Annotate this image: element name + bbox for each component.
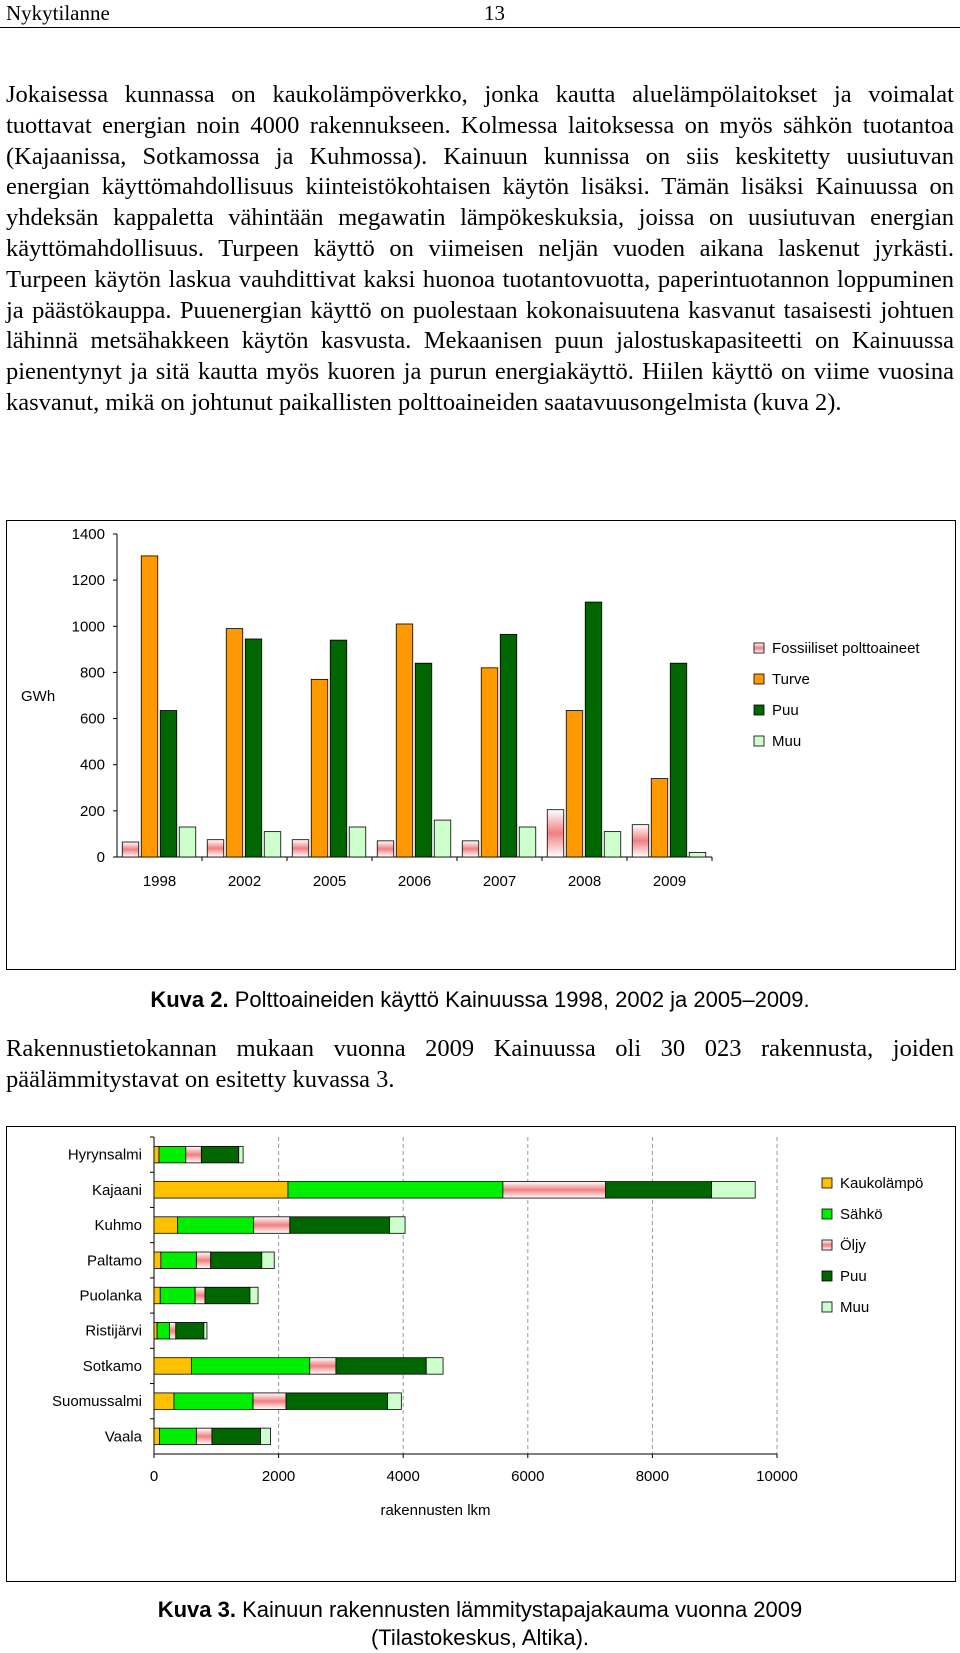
legend-swatch-oljy	[822, 1240, 832, 1250]
bar-sahko-puolanka	[160, 1287, 195, 1304]
y-tick-label: Suomussalmi	[51, 1393, 142, 1411]
bar-fossiiliset-polttoaineet-2005	[292, 840, 309, 857]
bar-puu-2009	[670, 663, 687, 857]
legend-swatch-muu	[822, 1302, 832, 1312]
figure-caption-2	[0, 986, 960, 1014]
bar-oljy-vaala	[196, 1428, 212, 1445]
bar-muu-ristijarvi	[204, 1322, 207, 1339]
caption-text: Polttoaineiden käyttö Kainuussa 1998, 2002 ja 2005–2009.	[228, 987, 810, 1012]
bar-sahko-paltamo	[161, 1252, 197, 1269]
bar-fossiiliset-polttoaineet-2002	[207, 840, 224, 857]
bar-turve-2008	[566, 710, 583, 857]
legend-swatch-fossiiliset-polttoaineet	[754, 643, 764, 653]
y-tick-label: Kuhmo	[94, 1217, 142, 1235]
y-tick-label: Ristijärvi	[85, 1322, 142, 1340]
fuel-usage-chart	[6, 520, 956, 970]
fuel-usage-chart-svg	[7, 521, 957, 971]
x-tick-label: 6000	[511, 1468, 545, 1485]
y-tick-label: 0	[96, 849, 105, 866]
caption-text: Kainuun rakennusten lämmitystapajakauma vuonna 2009	[236, 1597, 803, 1622]
bar-kaukolampo-sotkamo	[154, 1358, 191, 1375]
legend-label-muu: Muu	[772, 733, 802, 750]
bar-puu-kuhmo	[290, 1217, 390, 1234]
bar-puu-vaala	[212, 1428, 261, 1445]
bar-puu-sotkamo	[336, 1358, 426, 1375]
bar-puu-puolanka	[205, 1287, 250, 1304]
bar-muu-paltamo	[262, 1252, 274, 1269]
x-tick-label: 2008	[567, 873, 602, 890]
bar-puu-1998	[160, 710, 177, 857]
y-tick-label: Paltamo	[86, 1252, 142, 1270]
y-axis-label: GWh	[21, 688, 56, 705]
bar-puu-suomussalmi	[286, 1393, 388, 1410]
bar-sahko-vaala	[160, 1428, 197, 1445]
x-tick-label: 4000	[386, 1468, 420, 1485]
x-tick-label: 2000	[261, 1468, 296, 1485]
bar-kaukolampo-ristijarvi	[154, 1322, 157, 1339]
bar-sahko-sotkamo	[191, 1358, 309, 1375]
bar-oljy-suomussalmi	[253, 1393, 286, 1410]
legend-label-turve: Turve	[772, 671, 810, 688]
bar-puu-2002	[245, 639, 262, 857]
legend-label-sahko: Sähkö	[840, 1206, 883, 1223]
bar-oljy-kuhmo	[254, 1217, 290, 1234]
bar-kaukolampo-puolanka	[154, 1287, 160, 1304]
bar-fossiiliset-polttoaineet-2009	[632, 825, 649, 857]
bar-kaukolampo-kajaani	[154, 1182, 288, 1199]
legend-swatch-turve	[754, 674, 764, 684]
x-tick-label: 2009	[652, 873, 687, 890]
bar-puu-2007	[500, 634, 517, 857]
bar-puu-ristijarvi	[176, 1322, 204, 1339]
bar-muu-2006	[434, 820, 451, 857]
y-tick-label: Hyrynsalmi	[67, 1146, 142, 1164]
x-tick-label: 2006	[397, 873, 432, 890]
heating-distribution-chart	[6, 1126, 956, 1582]
bar-muu-suomussalmi	[388, 1393, 402, 1410]
legend-label-oljy: Öljy	[840, 1237, 866, 1254]
bar-muu-2009	[689, 852, 706, 857]
bar-oljy-ristijarvi	[170, 1322, 176, 1339]
bar-muu-hyrynsalmi	[239, 1146, 243, 1163]
legend-label-fossiiliset-polttoaineet: Fossiiliset polttoaineet	[772, 640, 920, 657]
x-tick-label: 2002	[227, 873, 262, 890]
x-axis-label: rakennusten lkm	[380, 1502, 491, 1519]
bar-puu-2006	[415, 663, 432, 857]
x-tick-label: 1998	[142, 873, 177, 890]
y-tick-label: 800	[79, 664, 105, 682]
bar-turve-2007	[481, 668, 498, 857]
y-tick-label: Sotkamo	[82, 1357, 142, 1375]
bar-muu-1998	[179, 827, 196, 857]
caption-label: Kuva 2.	[150, 987, 229, 1012]
bar-fossiiliset-polttoaineet-2008	[547, 810, 564, 857]
section-title: Nykytilanne	[6, 1, 110, 25]
bar-turve-2006	[396, 624, 413, 857]
bar-muu-kajaani	[712, 1182, 756, 1199]
y-tick-label: 200	[79, 802, 105, 820]
legend-swatch-muu	[754, 736, 764, 746]
bar-oljy-puolanka	[195, 1287, 205, 1304]
bar-fossiiliset-polttoaineet-2006	[377, 841, 394, 857]
bar-muu-2008	[604, 832, 621, 857]
legend-label-muu: Muu	[840, 1299, 870, 1316]
bar-kaukolampo-hyrynsalmi	[154, 1146, 159, 1163]
bar-kaukolampo-suomussalmi	[154, 1393, 174, 1410]
bar-oljy-hyrynsalmi	[186, 1146, 202, 1163]
legend-swatch-puu	[754, 705, 764, 715]
legend-label-kaukolampo: Kaukolämpö	[840, 1175, 924, 1192]
bar-oljy-kajaani	[503, 1182, 606, 1199]
bar-muu-2005	[349, 827, 366, 857]
bar-puu-2008	[585, 602, 602, 857]
bar-sahko-kajaani	[288, 1182, 503, 1199]
page-number: 13	[484, 1, 505, 25]
bar-fossiiliset-polttoaineet-1998	[122, 842, 139, 857]
bar-puu-hyrynsalmi	[201, 1146, 238, 1163]
bar-puu-2005	[330, 640, 347, 857]
bar-turve-2009	[651, 779, 668, 857]
bar-turve-2005	[311, 679, 328, 857]
bar-sahko-kuhmo	[178, 1217, 254, 1234]
bar-turve-1998	[141, 556, 158, 857]
bar-muu-sotkamo	[426, 1358, 443, 1375]
bar-oljy-paltamo	[196, 1252, 210, 1269]
bar-fossiiliset-polttoaineet-2007	[462, 841, 479, 857]
x-tick-label: 2005	[312, 873, 347, 890]
bar-kaukolampo-vaala	[154, 1428, 160, 1445]
y-tick-label: Vaala	[104, 1428, 142, 1446]
figure-caption-3	[0, 1596, 960, 1652]
legend-swatch-kaukolampo	[822, 1178, 832, 1188]
x-tick-label: 8000	[635, 1468, 670, 1485]
bar-oljy-sotkamo	[310, 1358, 336, 1375]
bar-puu-kajaani	[606, 1182, 712, 1199]
bar-kaukolampo-kuhmo	[154, 1217, 178, 1234]
bar-sahko-ristijarvi	[157, 1322, 169, 1339]
bar-muu-vaala	[261, 1428, 271, 1445]
body-paragraph-1: Jokaisessa kunnassa on kaukolämpöverkko, jonka kautta aluelämpölaitokset ja voimalat tuottavat energian noin 4000 rakennukseen. Kolmessa laitoksessa on myös sähkön tuotantoa (Kajaanissa, Sotkamossa ja Kuhmossa). Kainuun kunnissa on siis keskitetty uusiutuvan energian käyttömahdollisuus kiinteistökohtaisen käytön lisäksi. Tämän lisäksi Kainuussa on yhdeksän kappaletta vähintään megawatin lämpökeskuksia, joissa on uusiutuvan energian käyttömahdollisuus. Turpeen käyttö on viimeisen neljän vuoden aikana laskenut jyrkästi. Turpeen käytön laskua vauhdittivat kaksi huonoa tuotantovuotta, paperintuotannon loppuminen ja päästökauppa. Puuenergian käyttö on puolestaan kokonaisuutena kasvanut tasaisesti johtuen lähinnä metsähakkeen käytön kasvusta. Mekaanisen puun jalostuskapasiteetti on Kainuussa pienentynyt ja sitä kautta myös kuoren ja purun energiakäyttö. Hiilen käyttö on viime vuosina kasvanut, mikä on johtunut paikallisten polttoaineiden saatavuusongelmista (kuva 2).	[6, 81, 954, 416]
legend-swatch-puu	[822, 1271, 832, 1281]
heating-distribution-chart-svg	[7, 1127, 957, 1583]
y-tick-label: 600	[79, 710, 105, 728]
bar-muu-puolanka	[250, 1287, 258, 1304]
y-tick-label: Puolanka	[79, 1287, 142, 1305]
page-header	[0, 0, 960, 28]
bar-muu-2007	[519, 827, 536, 857]
x-tick-label: 0	[149, 1468, 159, 1485]
bar-turve-2002	[226, 629, 243, 857]
bar-sahko-suomussalmi	[174, 1393, 253, 1410]
legend-label-puu: Puu	[772, 702, 799, 719]
caption-label: Kuva 3.	[157, 1597, 236, 1622]
y-tick-label: 1000	[71, 618, 105, 636]
bar-muu-kuhmo	[389, 1217, 405, 1234]
x-tick-label: 10000	[756, 1468, 798, 1485]
legend-swatch-sahko	[822, 1209, 832, 1219]
bar-sahko-hyrynsalmi	[159, 1146, 186, 1163]
caption-source: (Tilastokeskus, Altika).	[370, 1625, 590, 1650]
bar-puu-paltamo	[211, 1252, 262, 1269]
legend-label-puu: Puu	[840, 1268, 867, 1285]
bar-kaukolampo-paltamo	[154, 1252, 161, 1269]
y-tick-label: Kajaani	[91, 1181, 142, 1199]
y-tick-label: 1200	[71, 572, 105, 590]
y-tick-label: 400	[79, 756, 105, 774]
bar-muu-2002	[264, 832, 281, 857]
x-tick-label: 2007	[482, 873, 517, 890]
y-tick-label: 1400	[71, 526, 105, 543]
body-paragraph-2: Rakennustietokannan mukaan vuonna 2009 Kainuussa oli 30 023 rakennusta, joiden päälämmitystavat on esitetty kuvassa 3.	[6, 1035, 954, 1093]
